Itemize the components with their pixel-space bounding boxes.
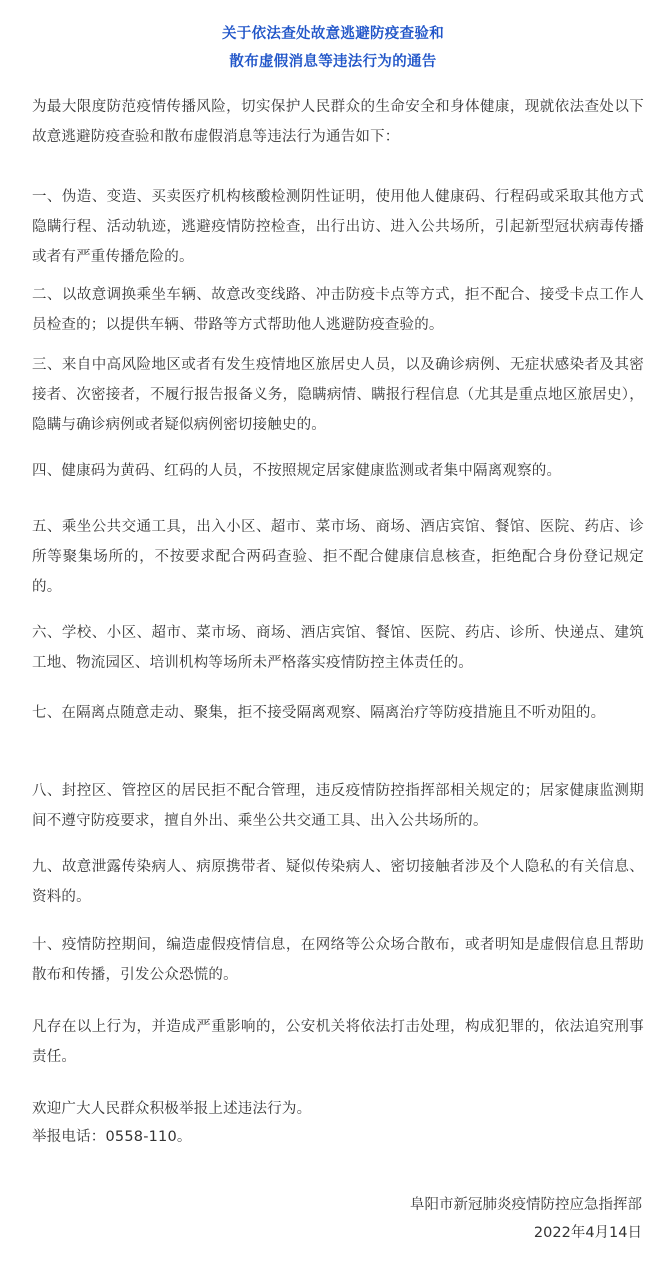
item-6-paragraph: 六、学校、小区、超市、菜市场、商场、酒店宾馆、餐馆、医院、药店、诊所、快递点、建筑工地、物流园区、培训机构等场所未严格落实疫情防控主体责任的。 <box>32 625 644 671</box>
hotline-line: 举报电话：0558-110。 <box>32 1129 192 1145</box>
welcome-line: 欢迎广大人民群众积极举报上述违法行为。 <box>32 1101 312 1117</box>
item-3-paragraph: 三、来自中高风险地区或者有发生疫情地区旅居史人员，以及确诊病例、无症状感染者及其密接者、次密接者，不履行报告报备义务，隐瞒病情、瞒报行程信息（尤其是重点地区旅居史），隐瞒与确诊病例或者疑似病例密切接触史的。 <box>32 357 644 433</box>
closing-paragraph: 凡存在以上行为，并造成严重影响的，公安机关将依法打击处理，构成犯罪的，依法追究刑事责任。 <box>32 1019 644 1065</box>
item-9-paragraph: 九、故意泄露传染病人、病原携带者、疑似传染病人、密切接触者涉及个人隐私的有关信息、资料的。 <box>32 859 644 905</box>
notice-title-line-1: 关于依法查处故意逃避防疫查验和 <box>222 26 444 42</box>
item-2-paragraph: 二、以故意调换乘坐车辆、故意改变线路、冲击防疫卡点等方式，拒不配合、接受卡点工作人员检查的；以提供车辆、带路等方式帮助他人逃避防疫查验的。 <box>32 287 644 333</box>
issue-date: 2022年4月14日 <box>533 1225 642 1241</box>
item-7-paragraph: 七、在隔离点随意走动、聚集，拒不接受隔离观察、隔离治疗等防疫措施且不听劝阻的。 <box>32 705 606 721</box>
intro-paragraph: 为最大限度防范疫情传播风险，切实保护人民群众的生命安全和身体健康，现就依法查处以下故意逃避防疫查验和散布虚假消息等违法行为通告如下： <box>32 99 644 145</box>
notice-title-line-2: 散布虚假消息等违法行为的通告 <box>229 54 437 70</box>
item-1-paragraph: 一、伪造、变造、买卖医疗机构核酸检测阴性证明，使用他人健康码、行程码或采取其他方式隐瞒行程、活动轨迹，逃避疫情防控检查，出行出访、进入公共场所，引起新型冠状病毒传播或者有严重传播危险的。 <box>32 189 644 265</box>
item-5-paragraph: 五、乘坐公共交通工具，出入小区、超市、菜市场、商场、酒店宾馆、餐馆、医院、药店、诊所等聚集场所的，不按要求配合两码查验、拒不配合健康信息核查，拒绝配合身份登记规定的。 <box>32 519 644 595</box>
item-8-paragraph: 八、封控区、管控区的居民拒不配合管理，违反疫情防控指挥部相关规定的；居家健康监测期间不遵守防疫要求，擅自外出、乘坐公共交通工具、出入公共场所的。 <box>32 783 644 829</box>
item-10-paragraph: 十、疫情防控期间，编造虚假疫情信息，在网络等公众场合散布，或者明知是虚假信息且帮助散布和传播，引发公众恐慌的。 <box>32 937 644 983</box>
item-4-paragraph: 四、健康码为黄码、红码的人员，不按照规定居家健康监测或者集中隔离观察的。 <box>32 463 562 479</box>
issuer-signature: 阜阳市新冠肺炎疫情防控应急指挥部 <box>410 1197 642 1213</box>
